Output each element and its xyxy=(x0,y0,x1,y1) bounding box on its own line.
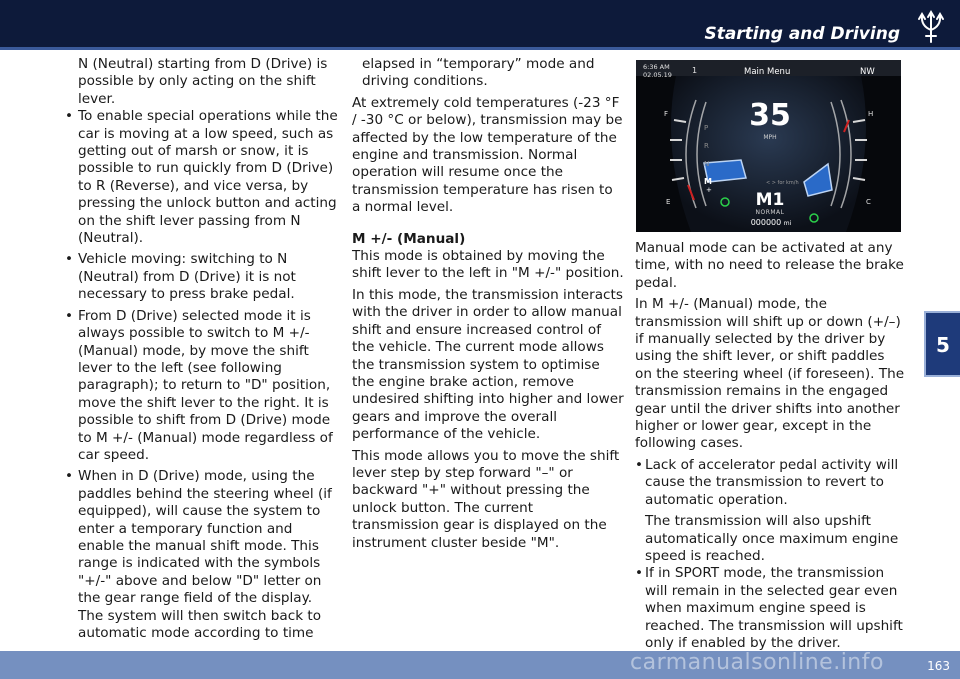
bullet-sport-mode: • If in SPORT mode, the transmission will remain in the selected gear even when maximum engine speed is reached. The transmission will upshift only if enabled by the driver. xyxy=(635,565,905,652)
bullet-vehicle-moving: • Vehicle moving: switching to N (Neutral) from D (Drive) it is not necessary to press brake pedal. xyxy=(62,251,340,303)
cluster-odometer-unit: mi xyxy=(783,220,792,227)
heading-manual-mode: M +/- (Manual) xyxy=(352,230,466,247)
cluster-odometer xyxy=(736,218,806,227)
cluster-fuel-full: F xyxy=(664,110,669,118)
bullet-drive-to-manual: • From D (Drive) selected mode it is always possible to switch to M +/- (Manual) mode, by move the shift lever to the left (see following paragraph); to return to "D" position, move the shift lever to the right. It is possible to shift from D (Drive) mode to M +/- (Manual) mode regardless of car speed. xyxy=(62,308,340,465)
column-3 xyxy=(635,240,905,656)
paragraph-manual-obtained: This mode is obtained by moving the shift lever to the left in "M +/-" position. xyxy=(352,248,624,282)
section-title: Starting and Driving xyxy=(704,24,900,44)
cluster-gear-p: P xyxy=(704,124,709,132)
cluster-drive-mode: NORMAL xyxy=(755,209,785,216)
cluster-plus-sign: + xyxy=(706,186,712,194)
paragraph-manual-interacts: In this mode, the transmission interacts with the driver in order to allow manual shift and ensure increased control of the vehicle. The current mode allows the transmission system to optimise the engine brake action, remove undesired shifting into higher and lower gears and improve the overall performance of the vehicle. xyxy=(352,286,624,443)
paragraph-neutral-start: N (Neutral) starting from D (Drive) is possible by only acting on the shift lever. xyxy=(78,56,328,107)
bullet-special-operations: • To enable special operations while the car is moving at a low speed, such as getting out of marsh or snow, it is possible to run quickly from D (Drive) to R (Reverse), and vice versa, by pressing the unlock button and acting on the shift lever passing from N (Neutral). xyxy=(62,108,340,247)
paragraph-manual-activation: Manual mode can be activated at any time, with no need to release the brake pedal. xyxy=(635,240,904,291)
instrument-cluster-image xyxy=(636,60,901,232)
cluster-gear-indicator: 1 xyxy=(692,66,698,75)
cluster-speed: 35 xyxy=(749,98,791,133)
paragraph-upshift-automatic: The transmission will also upshift automatically once maximum engine speed is reached. xyxy=(645,513,899,564)
column-1 xyxy=(62,56,340,646)
bullet-paddles: • When in D (Drive) mode, using the paddles behind the steering wheel (if equipped), will cause the system to enter a temporary function and enable the manual shift mode. This range is indicated with the symbols "+/-" above and below "D" letter on the gear range field of the display. The system will then switch back to automatic mode according to time xyxy=(62,468,340,642)
cluster-gear-n: N xyxy=(704,160,710,168)
header-divider xyxy=(0,47,960,50)
cluster-hint: < > for km/h xyxy=(766,180,799,186)
cluster-date: 02.05.19 xyxy=(643,71,672,79)
chapter-number: 5 xyxy=(936,333,950,357)
cluster-temp-cold: C xyxy=(866,198,871,206)
bullet-accelerator-inactivity: • Lack of accelerator pedal activity will cause the transmission to revert to automatic operation. xyxy=(635,457,905,509)
column-2 xyxy=(352,56,624,556)
cluster-menu-title: Main Menu xyxy=(744,67,791,77)
cluster-gear-m: M xyxy=(704,177,712,186)
paragraph-cold-temperature: At extremely cold temperatures (-23 °F / -30 °C or below), transmission may be affected by the low temperature of the engine and transmission. Normal operation will resume once the transmission temperature has risen to a normal level. xyxy=(352,94,623,216)
page-number: 163 xyxy=(927,659,950,673)
cluster-fuel-empty: E xyxy=(666,198,671,206)
cluster-gear-display: M1 xyxy=(755,190,785,210)
cluster-temp-hot: H xyxy=(868,110,874,118)
watermark-text: carmanualsonline.info xyxy=(630,650,884,675)
cluster-heading: NW xyxy=(860,67,875,77)
paragraph-elapsed: elapsed in “temporary” mode and driving conditions. xyxy=(362,56,595,90)
cluster-time: 6:36 AM xyxy=(643,63,670,71)
trident-logo-icon xyxy=(916,10,946,44)
paragraph-manual-step: This mode allows you to move the shift lever step by step forward "–" or backward "+" without pressing the unlock button. The current transmission gear is displayed on the instrument cluster beside "M". xyxy=(352,447,620,551)
paragraph-manual-shift: In M +/- (Manual) mode, the transmission will shift up or down (+/–) if manually selected by the driver by using the shift lever, or shift paddles on the steering wheel (if foreseen). The transmission remains in the engaged gear until the driver shifts into another higher or lower gear, except in the following cases. xyxy=(635,296,905,452)
cluster-gear-r: R xyxy=(704,142,709,150)
cluster-odometer-value: 000000 xyxy=(750,218,782,227)
cluster-speed-unit: MPH xyxy=(763,134,777,141)
chapter-tab[interactable] xyxy=(924,311,960,377)
